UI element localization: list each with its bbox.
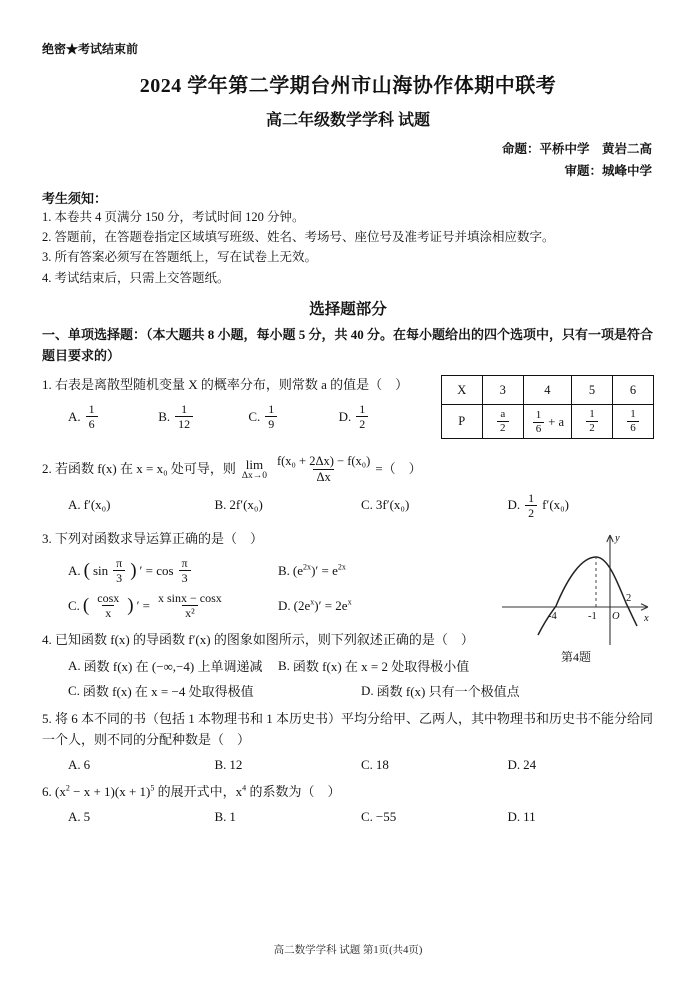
close-paren: ): [130, 560, 137, 582]
question-1-options: [42, 402, 429, 431]
option-text: 函数 f(x) 在 (−∞,−4) 上单调递减: [83, 659, 263, 675]
exam-subtitle: 高二年级数学学科 试题: [265, 112, 430, 129]
limit-operator: [242, 458, 267, 482]
numerator: 1: [359, 402, 366, 417]
denominator: 3: [179, 570, 191, 585]
option-label: C.: [361, 756, 373, 772]
table-cell: 5: [572, 376, 613, 405]
table-cell: 6: [613, 376, 654, 405]
question-2-options: [42, 491, 654, 520]
option-label: D.: [338, 408, 352, 424]
exponent: 4: [242, 783, 247, 793]
numerator: 1: [535, 409, 542, 422]
denominator: 6: [627, 421, 639, 435]
option-label: C.: [361, 497, 373, 513]
q2-option-b: [215, 497, 362, 513]
probability-expression: [531, 409, 564, 436]
fraction: [155, 591, 225, 620]
tick-label-2: 2: [626, 593, 632, 605]
proposer-line: 命题：平桥中学 黄岩二高: [501, 142, 652, 156]
question-2-stem: [42, 454, 654, 485]
question-3-stem: 3. 下列对函数求导运算正确的是（ ）: [42, 531, 264, 547]
numerator: π: [116, 555, 123, 570]
question-6: [42, 782, 654, 825]
option-label: B.: [158, 408, 171, 424]
fraction-suffix: + a: [548, 415, 564, 430]
fraction: [179, 556, 191, 585]
question-5-options: [42, 757, 654, 773]
q4-figure: [498, 529, 654, 665]
table-cell: [523, 405, 571, 439]
derivative-graph: [498, 529, 654, 647]
q6-stem-text: − x + 1)(x + 1): [69, 783, 151, 799]
table-cell: [613, 405, 654, 439]
x-axis-label: x: [644, 613, 649, 625]
option-text: 6: [83, 756, 91, 772]
q6-stem-text: 的展开式中，x: [154, 783, 243, 799]
table-row: [441, 376, 653, 405]
q3-option-a: [68, 556, 278, 585]
table-cell: [482, 405, 523, 439]
option-label: A.: [68, 497, 81, 513]
fraction: [94, 591, 122, 620]
option-text: 函数 f(x) 在 x = 2 处取得极小值: [292, 659, 470, 675]
option-text: 5: [83, 808, 91, 824]
q6-option-a: [68, 809, 215, 825]
q2-option-c: [361, 497, 508, 513]
q4-option-a: [68, 656, 278, 675]
q1-option-a: [68, 402, 158, 431]
denominator: 12: [175, 416, 193, 431]
table-cell: X: [441, 376, 482, 405]
denominator: 2: [586, 421, 598, 435]
denominator: 9: [265, 416, 277, 431]
option-text: 11: [523, 808, 536, 824]
table-cell: [572, 405, 613, 439]
question-4-options-row2: [42, 681, 654, 700]
notice-item-1: 1. 本卷共 4 页满分 150 分，考试时间 120 分钟。: [42, 209, 305, 224]
option-text: 2f′(x₀): [229, 497, 263, 513]
notice-item-3: 3. 所有答案必须写在答题纸上，写在试卷上无效。: [42, 250, 318, 265]
question-6-options: [42, 809, 654, 825]
q5-option-d: [508, 757, 655, 773]
numerator: 1: [589, 408, 595, 421]
denominator: x: [102, 605, 114, 620]
question-1-stem: 1. 右表是离散型随机变量 X 的概率分布，则常数 a 的值是（ ）: [42, 377, 409, 393]
question-1: [42, 375, 654, 445]
tick-label-neg1: -1: [588, 611, 597, 623]
fraction: [525, 491, 537, 520]
option-label: D.: [507, 497, 521, 513]
exponent: 2: [65, 783, 70, 793]
question-5: [42, 709, 654, 773]
fraction: [113, 556, 125, 585]
option-label: D.: [507, 808, 521, 824]
question-4-options-row1: [42, 656, 488, 675]
q2-stem-equals: =（ ）: [375, 461, 422, 477]
q3-option-d: [278, 598, 488, 614]
q6-option-d: [508, 809, 655, 825]
q4-option-d: [361, 681, 654, 700]
fraction: [627, 408, 639, 435]
q3-option-b: [278, 563, 488, 579]
q2-option-d: [508, 491, 655, 520]
table-cell: 3: [482, 376, 523, 405]
option-label: A.: [68, 562, 81, 578]
denominator: 2: [525, 505, 537, 520]
table-cell: P: [441, 405, 482, 439]
q6-option-b: [215, 809, 362, 825]
option-label: D.: [278, 597, 291, 613]
option-label: C.: [361, 808, 373, 824]
page-footer: 高二数学学科 试题 第1页(共4页): [273, 945, 423, 956]
y-axis-label: y: [615, 533, 620, 545]
fraction: [356, 402, 368, 431]
secrecy-note: 绝密★考试结束前: [42, 42, 139, 56]
question-6-stem: [42, 782, 654, 803]
numerator: π: [181, 555, 188, 570]
option-label: C.: [68, 682, 80, 698]
option-label: B.: [214, 497, 227, 513]
denominator: 6: [86, 416, 98, 431]
option-text: 1: [229, 808, 236, 824]
section-intro: 一、单项选择题：（本大题共 8 小题，每小题 5 分，共 40 分。在每小题给出的四个选项中，只有一项是符合题目要求的）: [42, 326, 654, 363]
origin-label: O: [612, 611, 620, 623]
equation-text: $(e^{2x})' = e^{2x}$: [292, 562, 346, 578]
denominator: 6: [533, 422, 545, 436]
q1-option-d: [339, 402, 429, 431]
numerator: 1: [181, 402, 188, 417]
equation-text: ′ = cos: [139, 562, 174, 578]
q6-stem-text: 6. (x: [42, 783, 66, 799]
notice-item-2: 2. 答题前，在答题卷指定区域填写班级、姓名、考场号、座位号及准考证号并填涂相应数字。: [42, 230, 555, 244]
question-2: [42, 454, 654, 520]
probability-table: [441, 375, 654, 439]
numerator: x sinx − cosx: [158, 591, 222, 606]
numerator: 1: [88, 402, 95, 417]
reviewer-line: 审题：城峰中学: [564, 163, 652, 178]
option-text: f′(x₀): [83, 497, 111, 513]
notice-item-4: 4. 考试结束后，只需上交答题纸。: [42, 270, 230, 285]
q3-option-c: [68, 591, 278, 620]
fraction: [175, 402, 193, 431]
q2-stem-text: 2. 若函数 f(x) 在 x = x₀ 处可导，则: [42, 461, 236, 477]
exponent: x: [310, 597, 315, 607]
open-paren: (: [83, 560, 90, 582]
option-text: f′(x₀): [542, 497, 570, 513]
option-label: A.: [68, 408, 81, 424]
byline: [42, 139, 654, 183]
option-label: A.: [68, 657, 81, 673]
close-paren: ): [127, 595, 134, 617]
option-label: C.: [248, 408, 261, 424]
denominator: x²: [182, 605, 198, 620]
q5-option-a: [68, 757, 215, 773]
part-title: 选择题部分: [309, 300, 387, 318]
option-label: C.: [68, 597, 80, 613]
q6-stem-text: 的系数为（ ）: [246, 783, 341, 799]
numerator: a: [500, 408, 506, 421]
tick-label-neg4: -4: [548, 611, 557, 623]
fraction: [86, 402, 98, 431]
exponent: x: [347, 597, 352, 607]
exponent: 5: [150, 783, 155, 793]
table-cell: 4: [523, 376, 571, 405]
numerator: cosx: [97, 591, 120, 606]
question-3-options-row1: [42, 556, 488, 585]
exam-title: 2024 学年第二学期台州市山海协作体期中联考: [139, 75, 557, 97]
q5-option-c: [361, 757, 508, 773]
fraction: [533, 409, 545, 436]
limit-word: lim: [245, 456, 264, 472]
option-label: A.: [68, 808, 81, 824]
fraction: [586, 408, 598, 435]
numerator: 1: [528, 490, 535, 505]
question-5-stem: 5. 将 6 本不同的书（包括 1 本物理书和 1 本历史书）平均分给甲、乙两人，其中物理书和历史书不能分给同一个人，则不同的分配种数是（ ）: [42, 711, 654, 748]
q5-option-b: [215, 757, 362, 773]
notice-heading: 考生须知：: [42, 190, 108, 206]
option-label: B.: [278, 657, 290, 673]
option-label: D.: [507, 756, 521, 772]
figure-caption: 第4题: [560, 650, 591, 665]
option-label: B.: [214, 808, 227, 824]
table-row: [441, 405, 653, 439]
fraction: [265, 402, 277, 431]
question-3-options-row2: [42, 591, 488, 620]
difference-quotient-fraction: [274, 454, 373, 485]
q1-option-c: [248, 402, 338, 431]
q4-option-c: [68, 681, 361, 700]
option-text: 24: [523, 756, 537, 772]
numerator: f(x₀ + 2Δx) − f(x₀): [276, 454, 371, 469]
denominator: 2: [356, 416, 368, 431]
numerator: 1: [630, 408, 636, 421]
open-paren: (: [82, 595, 90, 617]
q6-option-c: [361, 809, 508, 825]
denominator: 2: [497, 421, 509, 435]
limit-subscript: Δx→0: [241, 470, 267, 481]
fraction: [497, 408, 509, 435]
equation-text: $(2e^x)' = 2e^x$: [293, 597, 352, 613]
q1-option-b: [158, 402, 248, 431]
question-4-stem: 4. 已知函数 f(x) 的导函数 f′(x) 的图象如图所示，则下列叙述正确的是（ ）: [42, 631, 474, 647]
q4-option-b: [278, 656, 488, 675]
option-label: A.: [68, 756, 81, 772]
exponent: 2x: [303, 562, 312, 572]
option-label: D.: [361, 682, 374, 698]
option-label: B.: [214, 756, 227, 772]
function-name: sin: [92, 562, 109, 578]
option-text: 函数 f(x) 在 x = −4 处取得极值: [82, 684, 254, 700]
exponent: 2x: [337, 562, 346, 572]
equation-text: ′ =: [136, 597, 151, 613]
q2-option-a: [68, 497, 215, 513]
option-text: 12: [229, 756, 243, 772]
option-text: 3f′(x₀): [375, 497, 410, 513]
derivative-curve: [538, 557, 637, 635]
denominator: Δx: [313, 469, 333, 485]
option-label: B.: [278, 562, 290, 578]
numerator: 1: [268, 402, 275, 417]
option-text: −55: [375, 808, 397, 824]
denominator: 3: [113, 570, 125, 585]
option-text: 函数 f(x) 只有一个极值点: [376, 684, 520, 700]
option-text: 18: [375, 756, 389, 772]
